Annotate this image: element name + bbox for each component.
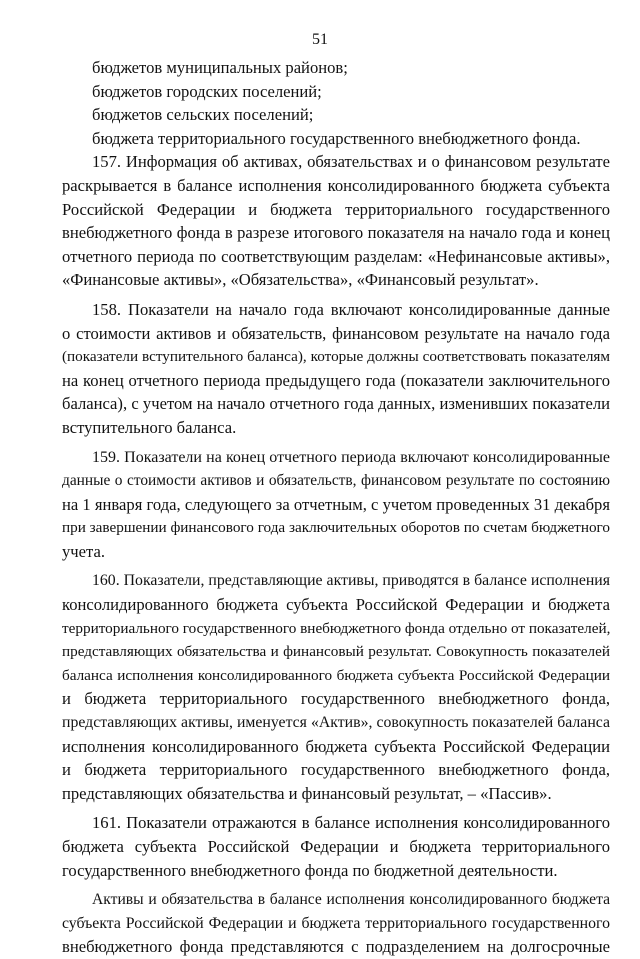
text-line: бюджета территориального государственного внебюджетного фонда. xyxy=(92,128,581,148)
text-line: представляющих обязательства и финансовый результат, – «Пассив». xyxy=(62,783,552,803)
text-line: Российской Федерации и бюджета территориального государственного xyxy=(62,199,610,219)
text-line: 159. Показатели на конец отчетного периода включают консолидированные xyxy=(92,448,610,466)
text-line: данные о стоимости активов и обязательств, финансовом результате по состоянию xyxy=(62,472,610,490)
paragraph xyxy=(62,811,610,882)
text-line: отчетного периода по соответствующим разделам: «Нефинансовые активы», xyxy=(62,246,610,266)
paragraph xyxy=(62,446,610,564)
text-line: «Финансовые активы», «Обязательства», «Финансовый результат». xyxy=(62,270,539,290)
paragraph xyxy=(62,569,610,805)
text-line: баланса), с учетом на начало отчетного года данных, изменивших показатели xyxy=(62,394,610,414)
text-line: внебюджетного фонда представляются с подразделением на долгосрочные xyxy=(62,937,610,957)
text-line: исполнения консолидированного бюджета субъекта Российской Федерации xyxy=(62,736,610,756)
text-line: бюджетов городских поселений; xyxy=(92,81,322,101)
text-line: вступительного баланса. xyxy=(62,417,237,437)
text-line: бюджета субъекта Российской Федерации и бюджета территориального xyxy=(62,837,610,856)
text-line: 158. Показатели на начало года включают консолидированные данные xyxy=(92,299,610,319)
text-line: учета. xyxy=(62,541,105,561)
paragraph xyxy=(62,56,610,150)
page-number: 51 xyxy=(312,31,328,48)
text-line: 160. Показатели, представляющие активы, приводятся в балансе исполнения xyxy=(92,572,610,590)
text-line: государственного внебюджетного фонда по бюджетной деятельности. xyxy=(62,860,558,880)
text-line: представляющих активы, именуется «Актив», совокупность показателей баланса xyxy=(62,714,610,732)
text-line: на 1 января года, следующего за отчетным, с учетом проведенных 31 декабря xyxy=(62,494,610,514)
paragraph xyxy=(62,298,610,440)
text-line: и бюджета территориального государственного внебюджетного фонда, xyxy=(62,760,610,780)
body-text xyxy=(62,56,610,959)
text-line: о стоимости активов и обязательств, финансовом результате на начало года xyxy=(62,323,610,343)
text-line: внебюджетного фонда в разрезе итогового показателя на начало года и конец xyxy=(62,223,610,243)
text-line: консолидированного бюджета субъекта Российской Федерации и бюджета xyxy=(62,595,610,615)
text-line: бюджетов муниципальных районов; xyxy=(92,58,348,77)
text-line: бюджетов сельских поселений; xyxy=(92,105,314,125)
text-line: 161. Показатели отражаются в балансе исполнения консолидированного xyxy=(92,813,610,833)
text-line: на конец отчетного периода предыдущего года (показатели заключительного xyxy=(62,370,610,390)
text-line: и бюджета территориального государственного внебюджетного фонда, xyxy=(62,689,610,709)
text-line: 157. Информация об активах, обязательствах и о финансовом результате xyxy=(92,152,610,172)
text-line: при завершении финансового года заключительных оборотов по счетам бюджетного xyxy=(62,519,610,537)
text-line: Активы и обязательства в балансе исполнения консолидированного бюджета xyxy=(92,891,610,909)
text-line: территориального государственного внебюджетного фонда отдельно от показателей, xyxy=(62,619,610,637)
paragraph xyxy=(62,150,610,292)
text-line: (показатели вступительного баланса), которые должны соответствовать показателям xyxy=(62,348,610,366)
text-line: представляющих обязательства и финансовый результат. Совокупность показателей xyxy=(62,643,610,661)
paragraph xyxy=(62,888,610,959)
text-line: субъекта Российской Федерации и бюджета территориального государственного xyxy=(62,914,610,932)
text-line: баланса исполнения консолидированного бюджета субъекта Российской Федерации xyxy=(62,666,610,684)
text-line: раскрывается в балансе исполнения консолидированного бюджета субъекта xyxy=(62,175,610,195)
